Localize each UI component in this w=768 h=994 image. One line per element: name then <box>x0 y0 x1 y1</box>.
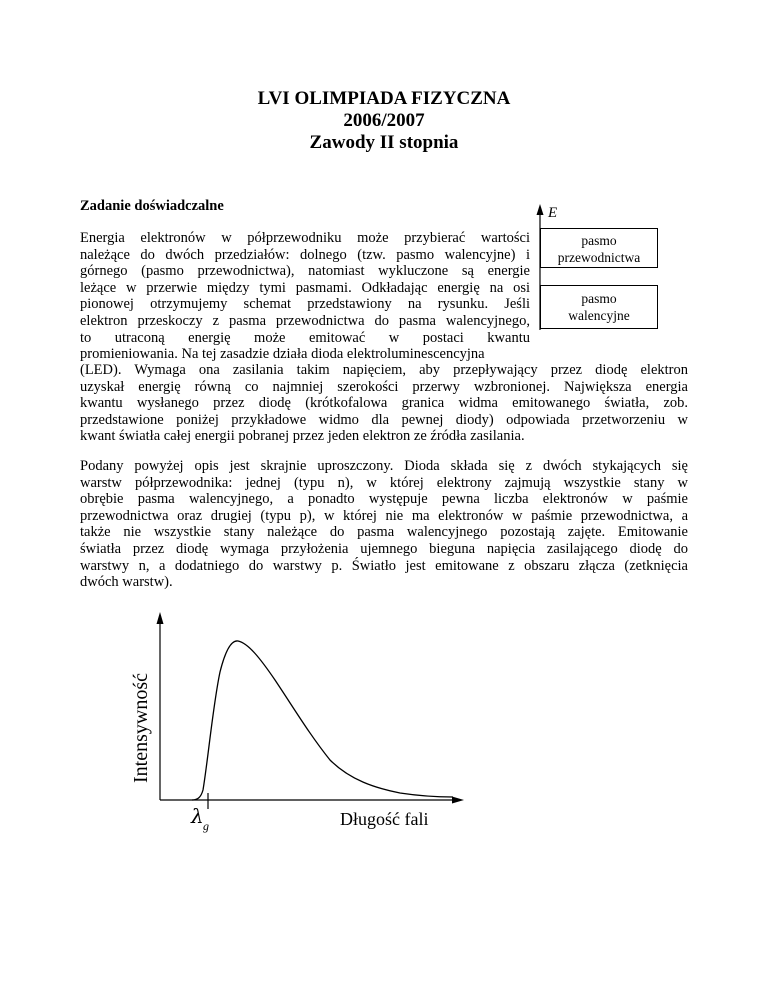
title-line-3: Zawody II stopnia <box>309 132 459 153</box>
text-line: górnego (pasmo przewodnictwa), natomiast wykluczone są energie <box>80 263 530 280</box>
text-line: światła przez diodę wymaga przyłożenia ujemnego bieguna napięcia zasilającego diodę do <box>80 540 688 557</box>
text-line: elektron przeskoczy z pasma przewodnictwa do pasma walencyjnego, <box>80 312 530 329</box>
text-line: dwóch warstw). <box>80 574 173 591</box>
lambda-symbol: λ <box>191 804 204 828</box>
conduction-band-label-2: przewodnictwa <box>557 250 641 265</box>
spectrum-curve <box>192 641 453 800</box>
lambda-subscript: g <box>203 819 209 833</box>
intensity-axis-label: Intensywność <box>130 673 152 783</box>
energy-axis-label: E <box>548 205 558 221</box>
text-line: to utraconą energię może emitować w postaci kwantu <box>80 329 530 346</box>
text-line: przedstawione poniżej przykładowe widmo dla pewnej diody) odpowiada przetworzeniu w <box>80 411 688 428</box>
text-line: (LED). Wymaga ona zasilania takim napięciem, aby przepływający przez diodę elektron <box>80 362 688 378</box>
text-line: przewodnictwa oraz drugiej (typu p), w której nie ma elektronów w paśmie przewodnictwa, a <box>80 507 688 524</box>
text-line: Podany powyżej opis jest skrajnie uproszczony. Dioda składa się z dwóch stykających się <box>80 458 688 474</box>
text-line: Energia elektronów w półprzewodniku może przybierać wartości <box>80 230 530 246</box>
intensity-axis-arrowhead <box>157 612 164 624</box>
text-line: uzyskał energię równą co najmniej szerokości przerwy wzbronionej. Największa energia <box>80 378 688 395</box>
title-line-1: LVI OLIMPIADA FIZYCZNA <box>257 88 511 109</box>
text-line: kwant światła całej energii pobranej przez jeden elektron ze źródła zasilania. <box>80 428 525 445</box>
text-line: warstwy n, a dodatniego do warstwy p. Światło jest emitowane z obszaru złącza (zetknięcia <box>80 557 688 574</box>
valence-band-label-2: walencyjne <box>568 308 630 323</box>
text-line: warstw półprzewodnika: jednej (typu n), w której elektrony zajmują wszystkie stany w <box>80 474 688 491</box>
wavelength-axis-label: Długość fali <box>340 809 429 829</box>
section-title: Zadanie doświadczalne <box>80 198 224 214</box>
wavelength-axis-arrowhead <box>452 797 464 804</box>
energy-axis-arrowhead <box>537 204 544 215</box>
text-line: kwantu wysłanego przez diodę (krótkofalowa granica widma emitowanego światła, zob. <box>80 395 688 412</box>
spectrum-chart <box>130 612 464 833</box>
valence-band-label-1: pasmo <box>581 291 617 306</box>
text-line: pionowej otrzymujemy schemat przedstawiony na rysunku. Jeśli <box>80 296 530 313</box>
text-line: obrębie pasma walencyjnego, a ponadto występuje pewna liczba elektronów w paśmie <box>80 491 688 508</box>
conduction-band-label-1: pasmo <box>581 233 617 248</box>
text-line: leżące w przerwie między tymi pasmami. Odkładając energię na osi <box>80 279 530 296</box>
text-line: należące do dwóch przedziałów: dolnego (tzw. pasmo walencyjne) i <box>80 246 530 263</box>
text-line: także nie wszystkie stany należące do pasma walencyjnego pozostają zajęte. Emitowanie <box>80 524 688 541</box>
text-line: promieniowania. Na tej zasadzie działa dioda elektroluminescencyjna <box>80 346 485 362</box>
title-line-2: 2006/2007 <box>343 110 425 131</box>
